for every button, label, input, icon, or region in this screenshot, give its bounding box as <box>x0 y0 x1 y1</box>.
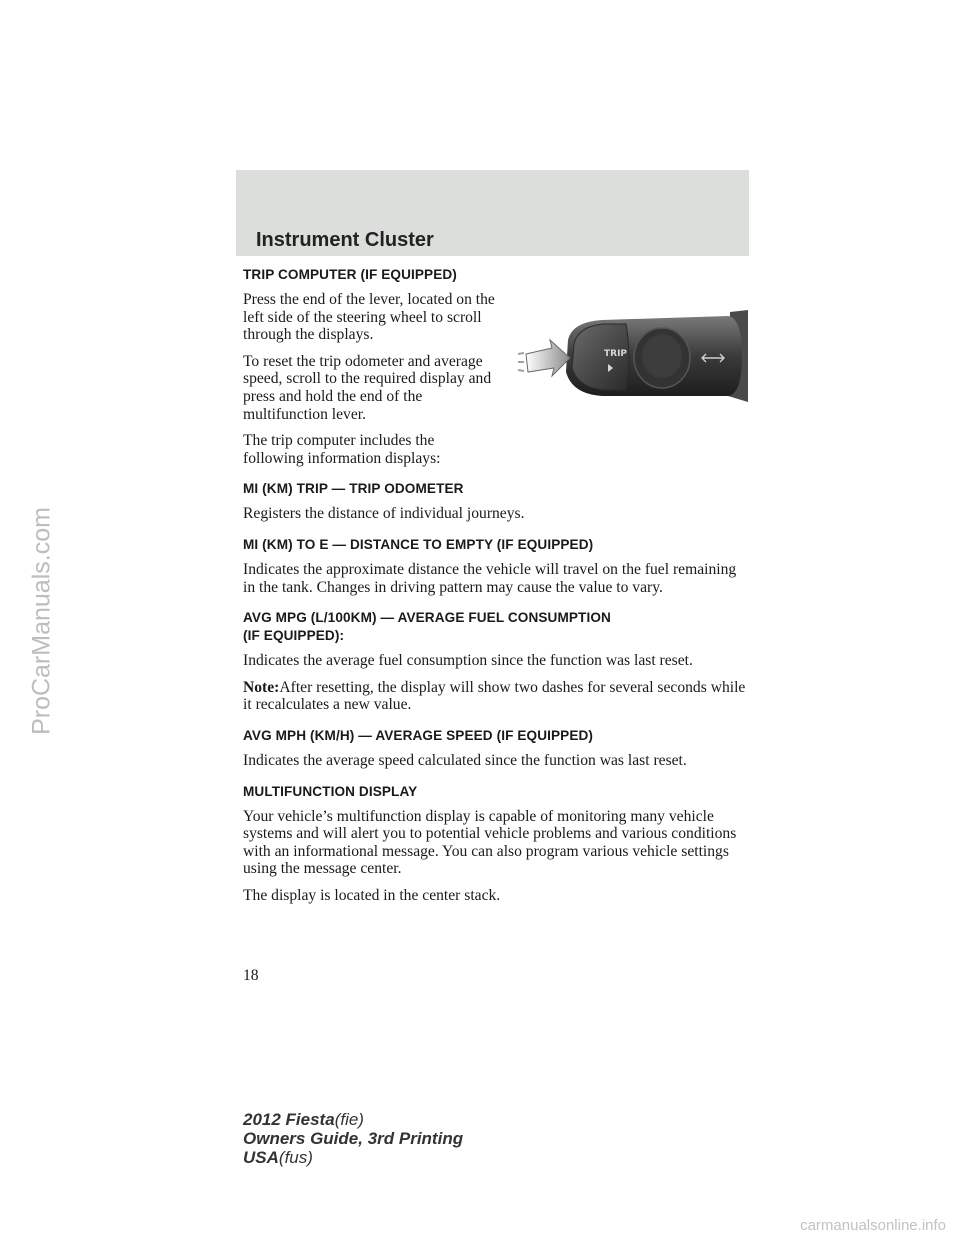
heading-distance-to-empty: MI (KM) TO E — DISTANCE TO EMPTY (IF EQUIPPED) <box>243 536 594 552</box>
footer-printing: Owners Guide, 3rd Printing <box>243 1129 464 1148</box>
footer-market: USA <box>243 1148 279 1167</box>
heading-trip-odometer: MI (KM) TRIP — TRIP ODOMETER <box>243 481 464 497</box>
footer-model: 2012 Fiesta <box>243 1110 335 1129</box>
trip-computer-paragraph-2: To reset the trip odometer and average speed, scroll to the required display and press and hold the end of the multifunction lever. <box>243 352 492 423</box>
heading-average-speed: AVG MPH (KM/H) — AVERAGE SPEED (IF EQUIPPED) <box>243 727 594 743</box>
average-fuel-note <box>243 679 749 714</box>
note-text: After resetting, the display will show two dashes for several seconds while it recalculates a new value. <box>243 678 746 714</box>
manual-body <box>243 266 749 913</box>
site-watermark: carmanualsonline.info <box>800 1217 946 1234</box>
distance-to-empty-paragraph: Indicates the approximate distance the vehicle will travel on the fuel remaining in the tank. Changes in driving pattern may cause the value to vary. <box>243 560 737 596</box>
trip-computer-paragraph-3: The trip computer includes the following information displays: <box>243 432 441 467</box>
page-number: 18 <box>243 967 259 984</box>
heading-trip-computer: TRIP COMPUTER (IF EQUIPPED) <box>243 267 457 282</box>
multifunction-display-paragraph-2: The display is located in the center stack. <box>243 886 501 904</box>
average-fuel-paragraph: Indicates the average fuel consumption since the function was last reset. <box>243 652 693 670</box>
trip-odometer-paragraph: Registers the distance of individual journeys. <box>243 505 525 523</box>
heading-average-fuel-line-1: AVG MPG (L/100KM) — AVERAGE FUEL CONSUMPTION <box>243 610 611 626</box>
footer-market-code: (fus) <box>278 1148 313 1167</box>
section-title: Instrument Cluster <box>256 229 434 251</box>
footer-model-code: (fie) <box>334 1110 364 1129</box>
heading-average-fuel-line-2: (IF EQUIPPED): <box>243 628 345 644</box>
trip-computer-paragraph-1: Press the end of the lever, located on the left side of the steering wheel to scroll through the displays. <box>243 291 495 344</box>
section-header-band <box>236 170 749 256</box>
heading-average-fuel <box>243 609 749 645</box>
footer-line-2 <box>243 1129 463 1148</box>
document-footer <box>243 1110 463 1167</box>
footer-line-3 <box>243 1148 463 1167</box>
vertical-watermark: ProCarManuals.com <box>27 507 56 735</box>
note-label: Note: <box>243 678 280 696</box>
lever-trip-label: TRIP <box>604 349 628 359</box>
multifunction-display-paragraph-1: Your vehicle’s multifunction display is capable of monitoring many vehicle systems and will alert you to potential vehicle problems and various conditions with an informational message. You can also program various vehicle settings using the message center. <box>243 807 737 878</box>
heading-multifunction-display: MULTIFUNCTION DISPLAY <box>243 783 418 799</box>
average-speed-paragraph: Indicates the average speed calculated since the function was last reset. <box>243 751 687 769</box>
footer-line-1 <box>243 1110 463 1129</box>
